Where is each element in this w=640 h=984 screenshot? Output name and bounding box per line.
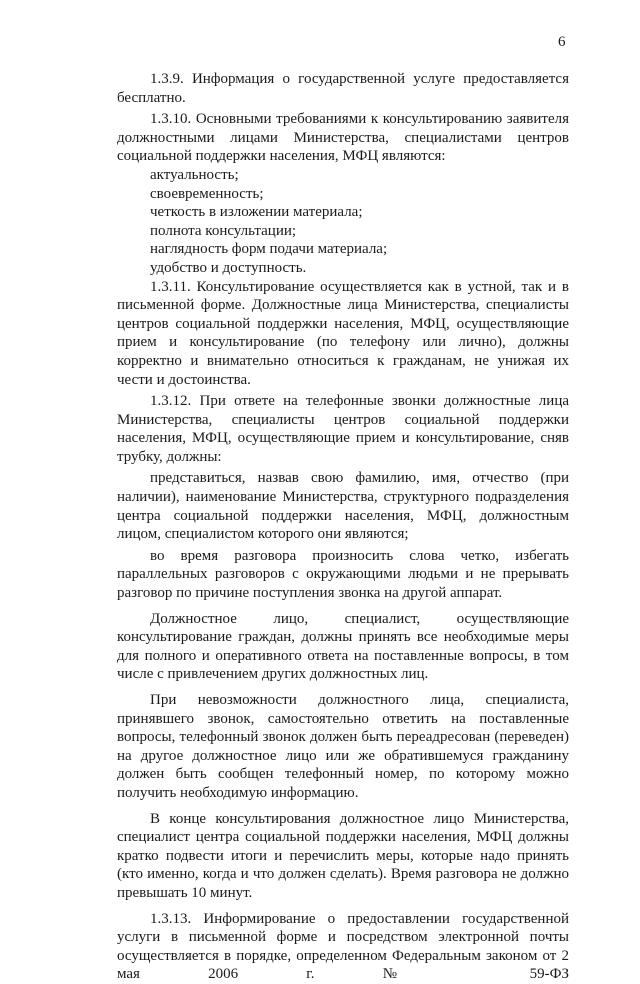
document-body [117,70,569,984]
list-item: удобство и доступность. [150,259,307,276]
paragraph-speak-clearly: во время разговора произносить слова четко, избегать параллельных разговоров с окружающими людьми и не прерывать разговор по причине поступления звонка на другой аппарат. [117,547,569,602]
paragraph-call-redirect: При невозможности должностного лица, специалиста, принявшего звонок, самостоятельно ответить на поставленные вопросы, телефонный звонок должен быть переадресован (переведен) на другое должностное лицо или же обратившемуся гражданину должен быть сообщен телефонный номер, по которому можно получить необходимую информацию. [117,692,569,801]
paragraph-1-3-12: 1.3.12. При ответе на телефонные звонки должностные лица Министерства, специалисты центров социальной поддержки населения, МФЦ, осуществляющие прием и консультирование, сняв трубку, должны: [117,393,569,465]
list-item: полнота консультации; [150,222,297,239]
paragraph-1-3-13: 1.3.13. Информирование о предоставлении государственной услуги в письменной форме и посредством электронной почты осуществляется в порядке, определенном Федеральным законом от 2 мая 2006 г. № 59-ФЗ [117,910,569,983]
paragraph-1-3-10: 1.3.10. Основными требованиями к консультированию заявителя должностными лицами Министерства, специалистами центров социальной поддержки населения, МФЦ являются: [117,111,569,165]
paragraph-consultation-end: В конце консультирования должностное лицо Министерства, специалист центра социальной поддержки населения, МФЦ должны кратко подвести итоги и перечислить меры, которые надо принять (кто именно, когда и что должен сделать). Время разговора не должно превышать 10 минут. [117,810,569,901]
list-item: актуальность; [150,166,239,183]
requirements-list [117,166,569,278]
page-number: 6 [558,34,566,50]
list-item: наглядность форм подачи материала; [150,241,388,258]
paragraph-introduce-yourself: представиться, назвав свою фамилию, имя, отчество (при наличии), наименование Министерства, структурного подразделения центра социальной поддержки населения, МФЦ, должностным лицом, специалистом которого они являются; [117,470,569,543]
paragraph-1-3-9: 1.3.9. Информация о государственной услуге предоставляется бесплатно. [117,71,569,106]
paragraph-1-3-11: 1.3.11. Консультирование осуществляется как в устной, так и в письменной форме. Должностные лица Министерства, специалисты центров социальной поддержки населения, МФЦ, осуществляющие прием и консультирование (по телефону или лично), должны корректно и внимательно относиться к гражданам, не унижая их чести и достоинства. [117,278,569,388]
paragraph-official-measures: Должностное лицо, специалист, осуществляющие консультирование граждан, должны принять все необходимые меры для полного и оперативного ответа на поставленные вопросы, в том числе с привлечением других должностных лиц. [117,610,569,683]
list-item: своевременность; [150,185,264,202]
list-item: четкость в изложении материала; [150,204,363,221]
